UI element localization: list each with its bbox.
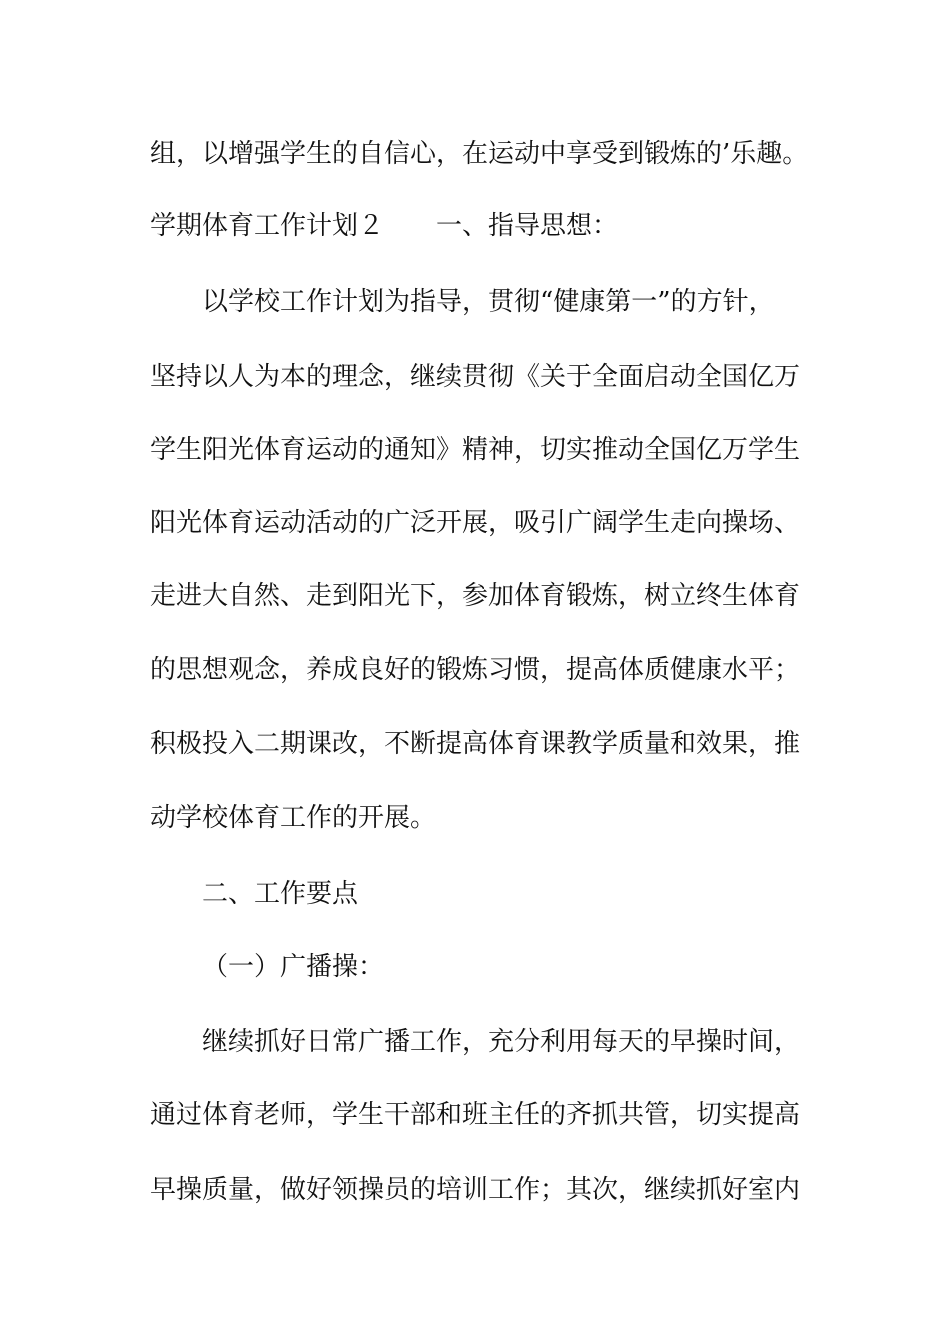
text-line-5: 学生阳光体育运动的通知》精神，切实推动全国亿万学生 xyxy=(150,435,801,465)
section-heading-guiding-idea: 一、指导思想： xyxy=(436,211,619,241)
text-line-3: 以学校工作计划为指导，贯彻“健康第一”的方针， xyxy=(202,287,775,317)
text-line-12: 通过体育老师，学生干部和班主任的齐抓共管，切实提高 xyxy=(150,1100,801,1130)
text-line-8: 的思想观念，养成良好的锻炼习惯，提高体质健康水平； xyxy=(150,655,801,685)
section-title: 学期体育工作计划２ xyxy=(150,211,385,241)
section-heading-work-points: 二、工作要点 xyxy=(202,879,359,909)
text-line-11: 继续抓好日常广播工作，充分利用每天的早操时间， xyxy=(202,1027,801,1057)
text-line-2 xyxy=(150,206,810,246)
text-line-6: 阳光体育运动活动的广泛开展，吸引广阔学生走向操场、 xyxy=(150,508,801,538)
text-line-7: 走进大自然、走到阳光下，参加体育锻炼，树立终生体育 xyxy=(150,581,801,611)
text-line-1: 组，以增强学生的自信心，在运动中享受到锻炼的’乐趣。 xyxy=(150,139,809,169)
text-line-13: 早操质量，做好领操员的培训工作；其次，继续抓好室内 xyxy=(150,1175,801,1205)
subsection-heading-broadcast-exercise: （一）广播操： xyxy=(202,952,385,982)
text-line-10: 动学校体育工作的开展。 xyxy=(150,803,437,833)
text-line-9: 积极投入二期课改，不断提高体育课教学质量和效果，推 xyxy=(150,729,801,759)
text-line-4: 坚持以人为本的理念，继续贯彻《关于全面启动全国亿万 xyxy=(150,362,801,392)
